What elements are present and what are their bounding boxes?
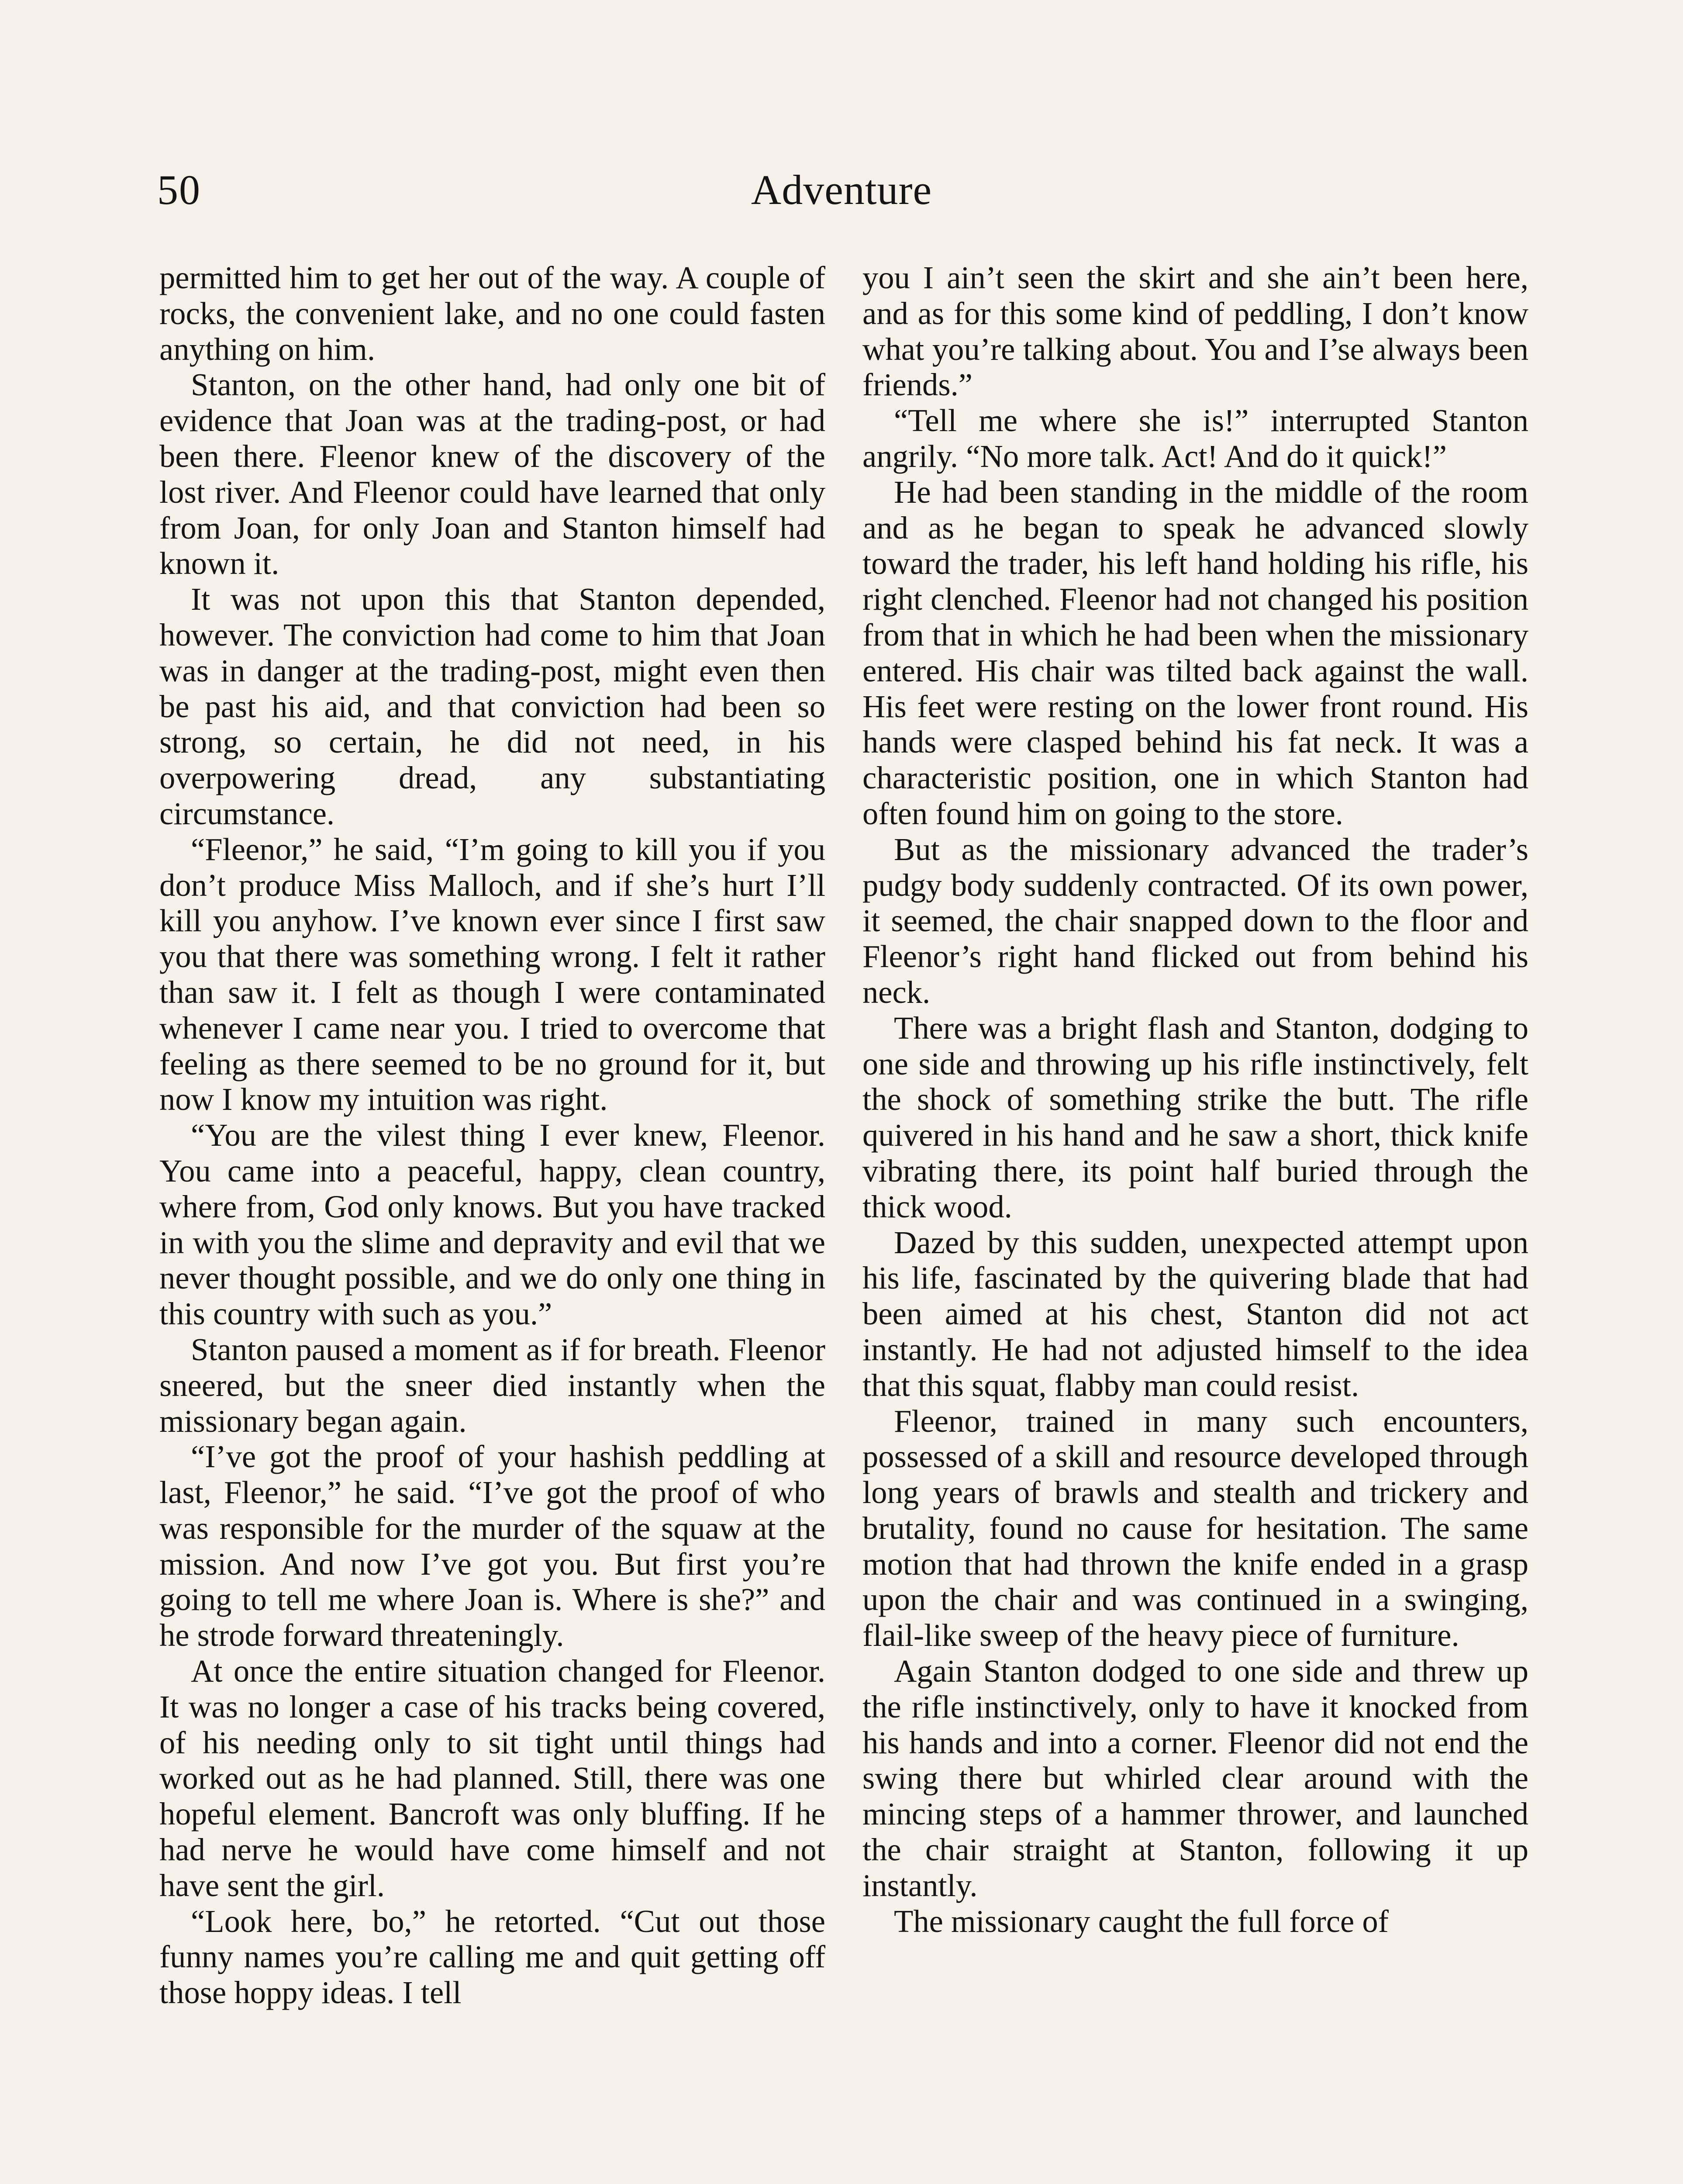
- paragraph: “I’ve got the proof of your hashish peddling at last, Fleenor,” he said. “I’ve got the proof of who was responsible for the murder of the squaw at the mission. And now I’ve got you. But first you’re going to tell me where Joan is. Where is she?” and he strode forward threateningly.: [159, 1439, 825, 1653]
- text-column-left: [159, 260, 825, 2011]
- paragraph: Fleenor, trained in many such encounters, possessed of a skill and resource developed through long years of brawls and stealth and trickery and brutality, found no cause for hesitation. The same motion that had thrown the knife ended in a grasp upon the chair and was continued in a swinging, flail-like sweep of the heavy piece of furniture.: [862, 1403, 1528, 1653]
- paragraph: Stanton, on the other hand, had only one bit of evidence that Joan was at the trading-post, or had been there. Fleenor knew of the discovery of the lost river. And Fleenor could have learned that only from Joan, for only Joan and Stanton himself had known it.: [159, 367, 825, 581]
- paragraph: permitted him to get her out of the way. A couple of rocks, the convenient lake, and no one could fasten anything on him.: [159, 260, 825, 367]
- paragraph: “Fleenor,” he said, “I’m going to kill you if you don’t produce Miss Malloch, and if she’s hurt I’ll kill you anyhow. I’ve known ever since I first saw you that there was something wrong. I felt it rather than saw it. I felt as though I were contaminated whenever I came near you. I tried to overcome that feeling as there seemed to be no ground for it, but now I know my intuition was right.: [159, 831, 825, 1117]
- paragraph: “You are the vilest thing I ever knew, Fleenor. You came into a peaceful, happy, clean country, where from, God only knows. But you have tracked in with you the slime and depravity and evil that we never thought possible, and we do only one thing in this country with such as you.”: [159, 1117, 825, 1332]
- paragraph: There was a bright flash and Stanton, dodging to one side and throwing up his rifle instinctively, felt the shock of something strike the butt. The rifle quivered in his hand and he saw a short, thick knife vibrating there, its point half buried through the thick wood.: [862, 1010, 1528, 1224]
- paragraph: “Look here, bo,” he retorted. “Cut out those funny names you’re calling me and quit getting off those hoppy ideas. I tell: [159, 1903, 825, 2011]
- running-head-title: Adventure: [751, 166, 932, 213]
- paragraph: you I ain’t seen the skirt and she ain’t been here, and as for this some kind of peddling, I don’t know what you’re talking about. You and I’se always been friends.”: [862, 260, 1528, 403]
- paragraph: At once the entire situation changed for Fleenor. It was no longer a case of his tracks being covered, of his needing only to sit tight until things had worked out as he had planned. Still, there was one hopeful element. Bancroft was only bluffing. If he had nerve he would have come himself and not have sent the girl.: [159, 1653, 825, 1903]
- paragraph: Stanton paused a moment as if for breath. Fleenor sneered, but the sneer died instantly when the missionary began again.: [159, 1331, 825, 1439]
- paragraph: The missionary caught the full force of: [894, 1903, 1389, 1939]
- paragraph: He had been standing in the middle of the room and as he began to speak he advanced slowly toward the trader, his left hand holding his rifle, his right clenched. Fleenor had not changed his position from that in which he had been when the missionary entered. His chair was tilted back against the wall. His feet were resting on the lower front round. His hands were clasped behind his fat neck. It was a characteristic position, one in which Stanton had often found him on going to the store.: [862, 474, 1528, 831]
- paragraph: But as the missionary advanced the trader’s pudgy body suddenly contracted. Of its own power, it seemed, the chair snapped down to the floor and Fleenor’s right hand flicked out from behind his neck.: [862, 831, 1528, 1010]
- page-number: 50: [157, 166, 201, 213]
- text-column-right: [862, 260, 1528, 1939]
- paragraph: “Tell me where she is!” interrupted Stanton angrily. “No more talk. Act! And do it quick!”: [862, 403, 1528, 474]
- paragraph: Again Stanton dodged to one side and threw up the rifle instinctively, only to have it knocked from his hands and into a corner. Fleenor did not end the swing there but whirled clear around with the mincing steps of a hammer thrower, and launched the chair straight at Stanton, following it up instantly.: [862, 1653, 1528, 1903]
- paragraph: It was not upon this that Stanton depended, however. The conviction had come to him that Joan was in danger at the trading-post, might even then be past his aid, and that conviction had been so strong, so certain, he did not need, in his overpowering dread, any substantiating circumstance.: [159, 581, 825, 831]
- paragraph: Dazed by this sudden, unexpected attempt upon his life, fascinated by the quivering blade that had been aimed at his chest, Stanton did not act instantly. He had not adjusted himself to the idea that this squat, flabby man could resist.: [862, 1224, 1528, 1403]
